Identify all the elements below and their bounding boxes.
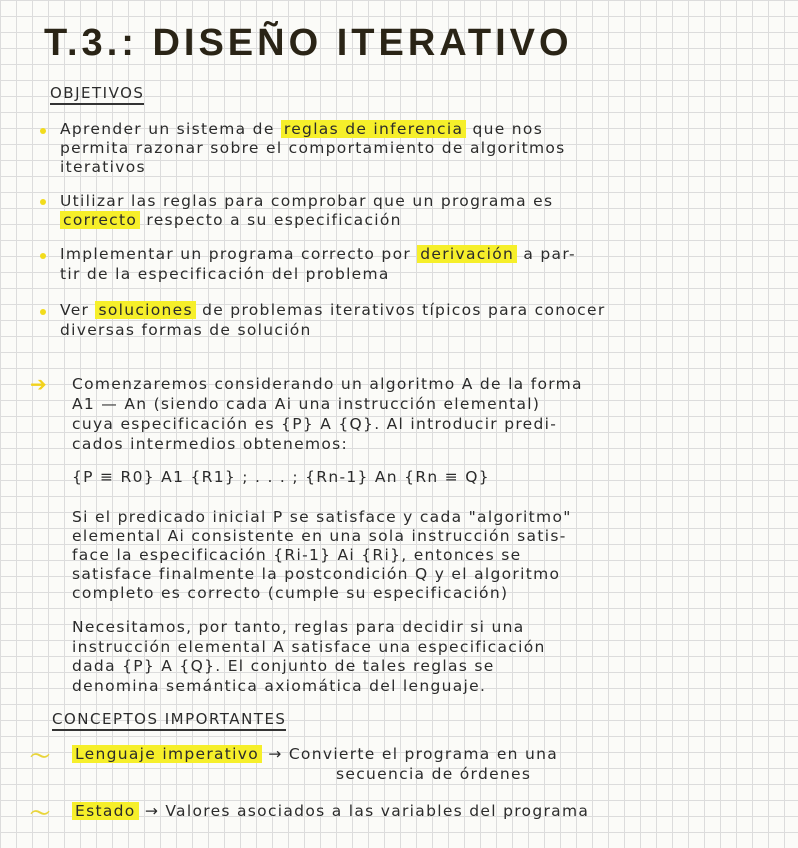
p1-line-1: Comenzaremos considerando un algoritmo A de la forma [72, 375, 583, 393]
arrow-right-icon: ➔ [30, 372, 47, 396]
p2-line-2: elemental Ai consistente en una sola instrucción satis- [72, 527, 567, 545]
objetivo-4-line-1 [60, 301, 606, 319]
text-segment: respecto a su especificación [140, 211, 402, 229]
arrow-separator: → [268, 745, 283, 763]
text-segment: a par- [517, 245, 576, 263]
p2-line-5: completo es correcto (cumple su especificación) [72, 584, 509, 602]
wavy-dash-icon: 〜 [30, 801, 50, 825]
formula: {P ≡ R0} A1 {R1} ; . . . ; {Rn-1} An {Rn ≡ Q} [72, 468, 490, 486]
p2-line-3: face la especificación {Ri-1} Ai {Ri}, entonces se [72, 546, 522, 564]
text-segment: Aprender un sistema de [60, 120, 281, 138]
highlight-derivacion: derivación [417, 245, 517, 263]
concepto-1-line-2: secuencia de órdenes [336, 765, 532, 783]
arrow-separator: → [144, 802, 160, 820]
concept-definition: Convierte el programa en una [288, 745, 559, 763]
p3-line-1: Necesitamos, por tanto, reglas para decidir si una [72, 618, 525, 636]
concepto-1 [72, 745, 558, 763]
page-title: T.3.: DISEÑO ITERATIVO [44, 22, 573, 64]
bullet-icon [40, 253, 46, 259]
objetivos-heading: OBJETIVOS [50, 84, 144, 105]
p2-line-4: satisface finalmente la postcondición Q y el algoritmo [72, 565, 561, 583]
p1-line-3: cuya especificación es {P} A {Q}. Al introducir predi- [72, 415, 558, 433]
concept-definition: Valores asociados a las variables del programa [165, 802, 590, 820]
text-segment: que nos [466, 120, 544, 138]
p3-line-3: dada {P} A {Q}. El conjunto de tales reglas se [72, 657, 495, 675]
objetivo-2-line-1: Utilizar las reglas para comprobar que un programa es [60, 192, 554, 210]
p2-line-1: Si el predicado inicial P se satisface y cada "algoritmo" [72, 508, 572, 526]
wavy-dash-icon: 〜 [30, 744, 50, 768]
p1-line-2: A1 — An (siendo cada Ai una instrucción elemental) [72, 395, 541, 413]
objetivo-3-line-2: tir de la especificación del problema [60, 265, 390, 283]
objetivo-1-line-2: permita razonar sobre el comportamiento de algoritmos [60, 139, 566, 157]
bullet-icon [40, 128, 46, 134]
objetivo-1-line-1 [60, 120, 543, 138]
text-segment: Implementar un programa correcto por [60, 245, 418, 263]
concepto-2 [72, 802, 589, 820]
objetivo-1-line-3: iterativos [60, 158, 146, 176]
p3-line-2: instrucción elemental A satisface una especificación [72, 638, 546, 656]
highlight-reglas-inferencia: reglas de inferencia [281, 120, 466, 138]
p3-line-4: denomina semántica axiomática del lenguaje. [72, 677, 487, 695]
concept-term: Lenguaje imperativo [72, 745, 262, 763]
text-segment: Ver [60, 301, 96, 319]
concept-term: Estado [72, 802, 139, 820]
highlight-soluciones: soluciones [95, 301, 195, 319]
p1-line-4: cados intermedios obtenemos: [72, 435, 349, 453]
bullet-icon [40, 199, 46, 205]
objetivo-4-line-2: diversas formas de solución [60, 321, 312, 339]
objetivo-3-line-1 [60, 245, 576, 263]
conceptos-heading: CONCEPTOS IMPORTANTES [52, 710, 286, 731]
objetivo-2-line-2 [60, 211, 402, 229]
bullet-icon [40, 309, 46, 315]
text-segment: de problemas iterativos típicos para conocer [195, 301, 606, 319]
highlight-correcto: correcto [60, 211, 140, 229]
